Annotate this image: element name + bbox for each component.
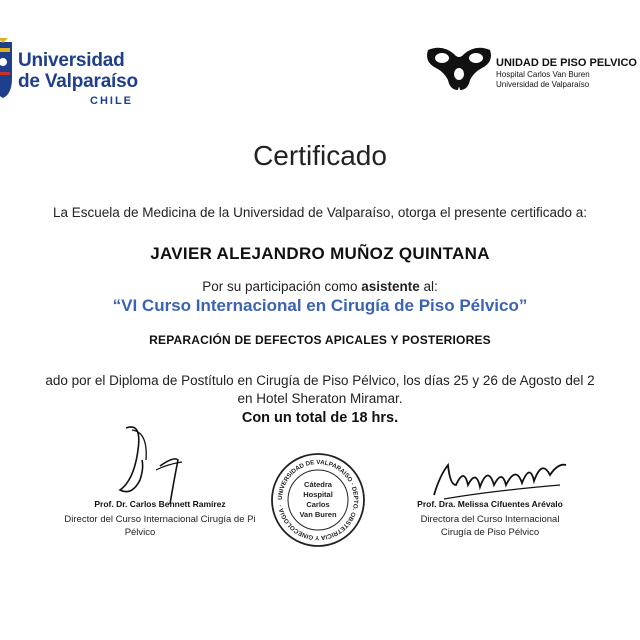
certificate-title: Certificado [253,140,387,171]
university-name-line2: de Valparaíso [18,71,138,92]
signer-left-role-line2: Pélvico [124,527,156,538]
signer-left-role-line1: Director del Curso Internacional Cirugía de Pi [64,514,256,525]
stamp-line2: Hospital [303,490,333,499]
university-name-line1: Universidad [18,50,125,71]
university-shield-icon [0,38,16,100]
participation-suffix: al: [419,279,438,294]
description-line1: ado por el Diploma de Postítulo en Cirugía de Piso Pélvico, los días 25 y 26 de Agosto del 2 [45,373,595,388]
signer-right-role-line2: Cirugía de Piso Pélvico [440,527,540,538]
stamp-ring-text: UNIVERSIDAD DE VALPARAISO · DEPTO. OBSTETRICIA Y GINECOLOGIA · [276,458,360,542]
unit-title: UNIDAD DE PISO PELVICO [496,57,637,69]
signature-left-icon [112,420,202,505]
participation-prefix: Por su participación como [202,279,362,294]
recipient-name: JAVIER ALEJANDRO MUÑOZ QUINTANA [150,244,490,263]
stamp-line1: Cátedra [304,480,332,489]
stamp-line4: Van Buren [299,510,337,519]
participation-role: asistente [361,279,420,294]
stamp-line3: Carlos [306,500,330,509]
unit-subtitle-university: Universidad de Valparaíso [496,80,590,89]
course-title: “VI Curso Internacional en Cirugía de Piso Pélvico” [112,296,528,315]
description-line2: en Hotel Sheraton Miramar. [237,391,403,406]
university-country: CHILE [90,95,133,107]
module-title: REPARACIÓN DE DEFECTOS APICALES Y POSTERIORES [149,333,491,347]
signer-left-name: Prof. Dr. Carlos Bennett Ramírez [94,499,226,509]
certificate-intro: La Escuela de Medicina de la Universidad de Valparaíso, otorga el presente certificado a: [52,205,588,220]
department-stamp-icon [270,452,366,548]
pelvis-logo-icon [424,44,494,94]
unit-subtitle-hospital: Hospital Carlos Van Buren [496,70,590,79]
total-hours: Con un total de 18 hrs. [241,410,399,426]
signer-right-role-line1: Directora del Curso Internacional [420,514,560,525]
signer-right-name: Prof. Dra. Melissa Cifuentes Arévalo [417,499,563,509]
participation-line [0,279,640,294]
